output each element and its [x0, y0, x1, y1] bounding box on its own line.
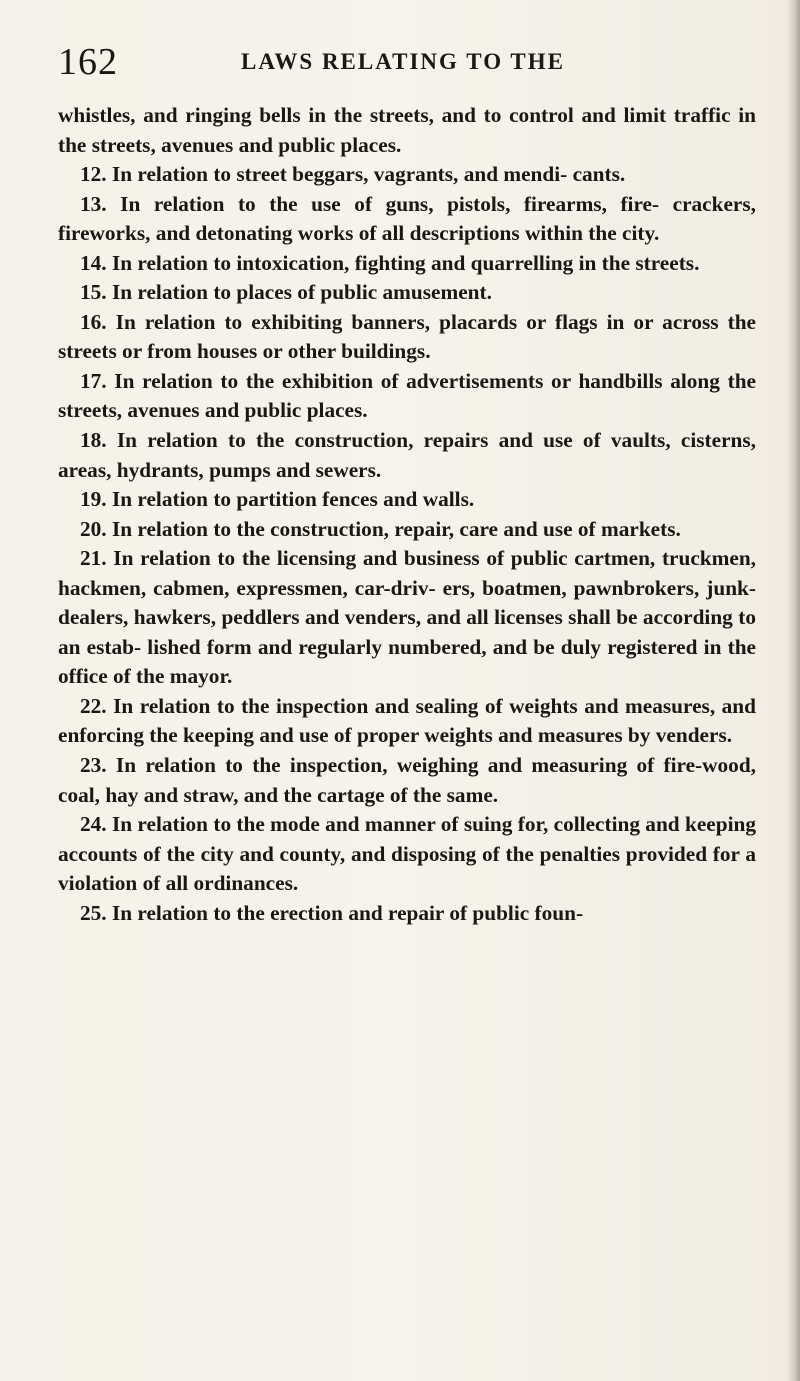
body-text [58, 101, 756, 928]
paragraph-item-14: 14. In relation to intoxication, fighting and quarrelling in the streets. [80, 250, 700, 275]
page-edge-shadow [786, 0, 800, 1381]
paragraph-item-24: 24. In relation to the mode and manner of suing for, collecting and keeping accounts of the city and county, and disposing of the penalties provided for a violation of all ordinances. [58, 812, 756, 896]
paragraph-item-20: 20. In relation to the construction, repair, care and use of markets. [80, 516, 681, 541]
running-head: LAWS RELATING TO THE [241, 49, 565, 74]
paragraph-item-12: 12. In relation to street beggars, vagrants, and mendi- cants. [80, 162, 626, 187]
page-number: 162 [58, 41, 118, 83]
paragraph-continuation: whistles, and ringing bells in the streets, and to control and limit traffic in the streets, avenues and public places. [58, 103, 756, 157]
paragraph-item-23: 23. In relation to the inspection, weighing and measuring of fire-wood, coal, hay and straw, and the cartage of the same. [58, 753, 756, 807]
paragraph-item-17: 17. In relation to the exhibition of advertisements or handbills along the streets, avenues and public places. [58, 368, 756, 423]
paragraph-item-13: 13. In relation to the use of guns, pistols, firearms, fire- crackers, fireworks, and detonating works of all descriptions within the city. [58, 191, 756, 246]
paragraph-item-21: 21. In relation to the licensing and business of public cartmen, truckmen, hackmen, cabmen, expressmen, car-driv- ers, boatmen, pawnbrokers, junk-dealers, hawkers, peddlers and venders, and all licenses shall be according to an estab- lished form and regularly numbered, and be duly registered in the office of the mayor. [58, 546, 756, 689]
page-header [58, 40, 770, 84]
paragraph-item-25: 25. In relation to the erection and repair of public foun- [80, 900, 584, 925]
paragraph-item-15: 15. In relation to places of public amusement. [80, 280, 492, 305]
paragraph-item-19: 19. In relation to partition fences and walls. [80, 487, 475, 512]
paragraph-item-18: 18. In relation to the construction, repairs and use of vaults, cisterns, areas, hydrants, pumps and sewers. [58, 428, 756, 482]
paragraph-item-22: 22. In relation to the inspection and sealing of weights and measures, and enforcing the keeping and use of proper weights and measures by venders. [58, 693, 756, 748]
paragraph-item-16: 16. In relation to exhibiting banners, placards or flags in or across the streets or from houses or other buildings. [58, 309, 756, 364]
